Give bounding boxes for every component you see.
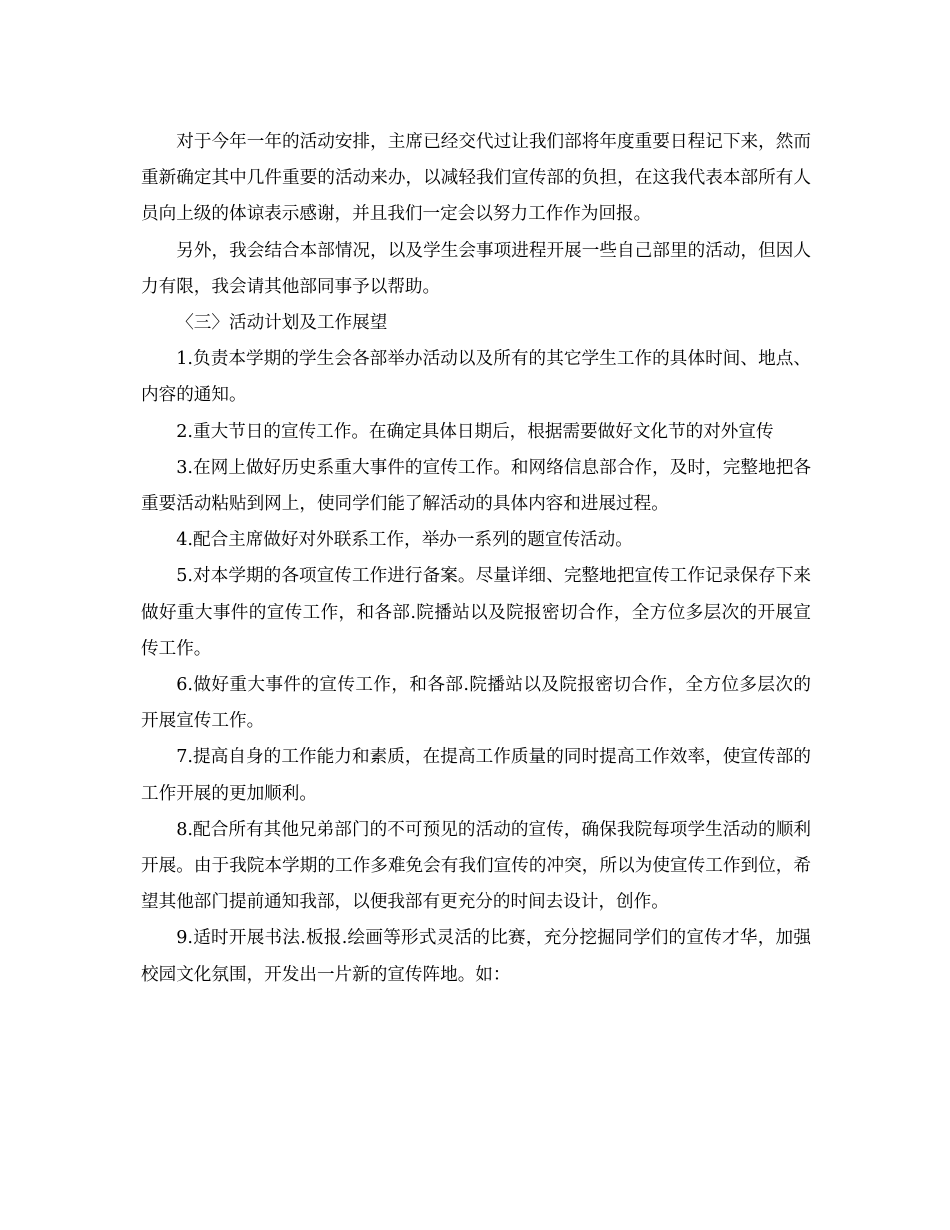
list-item-number: 5. [176, 566, 193, 587]
list-item-text: 配合所有其他兄弟部门的不可预见的活动的宣传，确保我院每项学生活动的顺利开展。由于我院本学期的工作多难免会有我们宣传的冲突，所以为使宣传工作到位，希望其他部门提前通知我部，以便我部有更充分的时间去设计，创作。 [141, 819, 811, 913]
list-item-text: 在网上做好历史系重大事件的宣传工作。和网络信息部合作，及时，完整地把各重要活动粘贴到网上，使同学们能了解活动的具体内容和进展过程。 [141, 457, 811, 515]
list-item-6 [141, 667, 811, 739]
list-item-1 [141, 341, 811, 413]
list-item-4 [141, 522, 811, 558]
list-item-number: 4. [176, 530, 193, 551]
list-item-number: 7. [176, 747, 193, 768]
document-body [141, 124, 811, 993]
list-item-number: 6. [176, 675, 193, 696]
list-item-number: 2. [176, 421, 193, 442]
list-item-2 [141, 414, 811, 450]
list-item-5 [141, 558, 811, 667]
list-item-number: 3. [176, 457, 193, 478]
list-item-3 [141, 450, 811, 522]
list-item-text: 负责本学期的学生会各部举办活动以及所有的其它学生工作的具体时间、地点、内容的通知。 [141, 349, 811, 406]
list-item-number: 8. [176, 819, 193, 840]
list-item-number: 1. [176, 349, 193, 370]
list-item-text: 提高自身的工作能力和素质，在提高工作质量的同时提高工作效率，使宣传部的工作开展的更加顺利。 [141, 747, 811, 804]
list-item-text: 重大节日的宣传工作。在确定具体日期后，根据需要做好文化节的对外宣传 [192, 421, 774, 442]
section-heading: 〈三〉活动计划及工作展望 [176, 313, 388, 334]
list-item-number: 9. [176, 928, 193, 949]
list-item-9 [141, 920, 811, 992]
paragraph-own-activities: 另外，我会结合本部情况，以及学生会事项进程开展一些自己部里的活动，但因人力有限，我会请其他部同事予以帮助。 [141, 240, 811, 297]
list-item-7 [141, 739, 811, 811]
list-item-text: 做好重大事件的宣传工作，和各部.院播站以及院报密切合作，全方位多层次的开展宣传工作。 [141, 675, 811, 732]
list-item-8 [141, 812, 811, 921]
list-item-text: 对本学期的各项宣传工作进行备案。尽量详细、完整地把宣传工作记录保存下来做好重大事件的宣传工作，和各部.院播站以及院报密切合作，全方位多层次的开展宣传工作。 [141, 566, 811, 659]
list-item-text: 配合主席做好对外联系工作，举办一系列的题宣传活动。 [192, 530, 633, 551]
list-item-text: 适时开展书法.板报.绘画等形式灵活的比赛，充分挖掘同学们的宣传才华，加强校园文化氛围，开发出一片新的宣传阵地。如： [141, 928, 811, 985]
paragraph-schedule-arrangement: 对于今年一年的活动安排，主席已经交代过让我们部将年度重要日程记下来，然而重新确定其中几件重要的活动来办，以减轻我们宣传部的负担，在这我代表本部所有人员向上级的体谅表示感谢，并且我们一定会以努力工作作为回报。 [141, 132, 811, 225]
